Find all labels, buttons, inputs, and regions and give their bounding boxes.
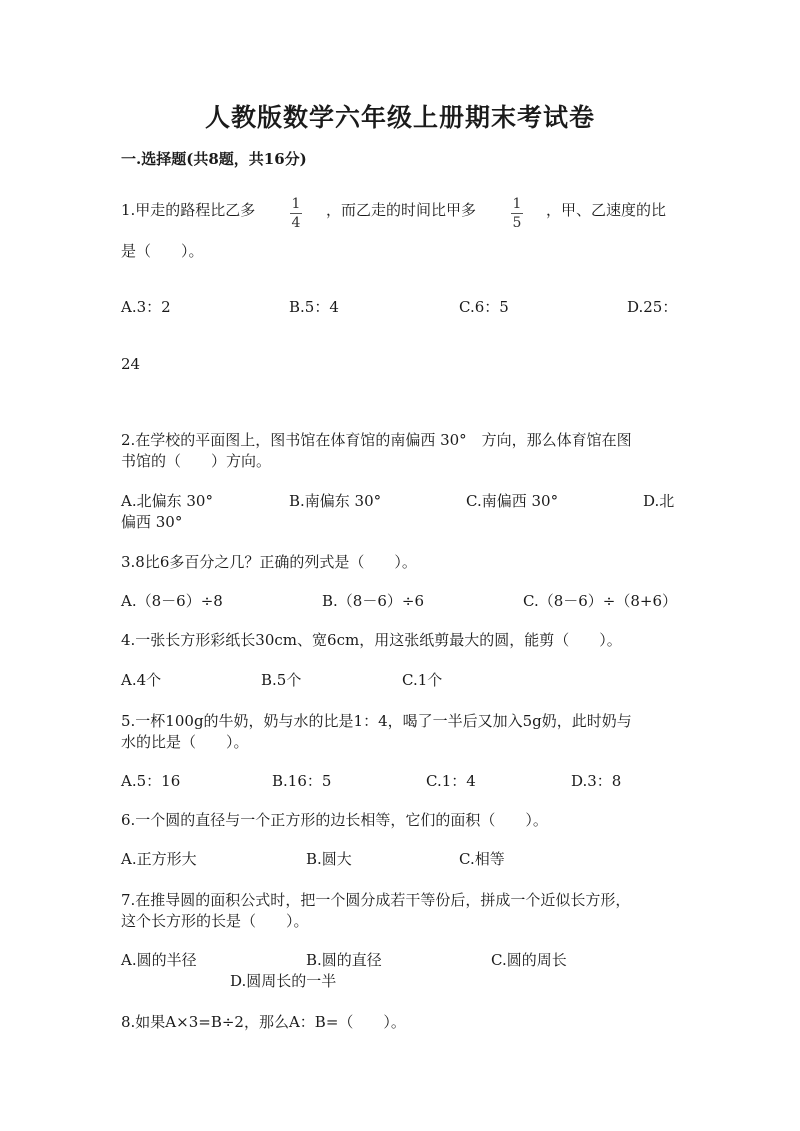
option-d: D.圆周长的一半 [230, 972, 337, 990]
option-b: B.圆的直径 [306, 951, 382, 969]
option-c: C.（8－6）÷（8+6） [523, 592, 678, 610]
option-a: A.4个 [121, 671, 162, 689]
fraction-one-quarter [290, 196, 302, 231]
fraction-numerator: 1 [291, 196, 301, 212]
question-text: 5.一杯100g的牛奶，奶与水的比是1：4，喝了一半后又加入5g奶，此时奶与 [121, 712, 632, 730]
option-c: C.相等 [459, 850, 505, 868]
section-heading: 一.选择题(共8题，共16分) [121, 150, 307, 168]
option-b: B.（8－6）÷6 [322, 592, 424, 610]
option-a: A.（8－6）÷8 [121, 592, 223, 610]
option-d-continued: 偏西 30° [121, 513, 183, 531]
option-a: A.5：16 [121, 772, 181, 790]
option-c: C.1个 [402, 671, 443, 689]
option-a: A.圆的半径 [121, 951, 197, 969]
option-b: B.圆大 [306, 850, 352, 868]
option-b: B.南偏东 30° [289, 492, 382, 510]
option-d: D.25： [627, 298, 678, 316]
question-text: 4.一张长方形彩纸长30cm、宽6cm，用这张纸剪最大的圆，能剪（ ）。 [121, 631, 622, 649]
option-b: B.16：5 [272, 772, 332, 790]
option-c: C.1：4 [426, 772, 476, 790]
question-text: ，而乙走的时间比甲多 [326, 201, 477, 219]
fraction-denominator: 5 [512, 215, 522, 231]
option-a: A.3：2 [121, 298, 171, 316]
fraction-bar [511, 213, 523, 214]
question-text: 8.如果A×3=B÷2，那么A：B=（ ）。 [121, 1013, 406, 1031]
question-text: ，甲、乙速度的比 [546, 201, 667, 219]
question-text: 1.甲走的路程比乙多 [121, 201, 256, 219]
question-text: 2.在学校的平面图上，图书馆在体育馆的南偏西 30° 方向，那么体育馆在图 [121, 431, 632, 449]
fraction-numerator: 1 [512, 196, 522, 212]
page-title: 人教版数学六年级上册期末考试卷 [204, 103, 595, 132]
option-c: C.6：5 [459, 298, 509, 316]
option-d: D.北 [643, 492, 675, 510]
option-b: B.5个 [261, 671, 302, 689]
option-c: C.圆的周长 [491, 951, 567, 969]
question-text: 这个长方形的长是（ ）。 [121, 912, 309, 930]
fraction-denominator: 4 [291, 215, 301, 231]
question-text: 7.在推导圆的面积公式时，把一个圆分成若干等份后，拼成一个近似长方形， [121, 891, 631, 909]
option-a: A.北偏东 30° [121, 492, 213, 510]
option-b: B.5：4 [289, 298, 339, 316]
question-text: 是（ ）。 [121, 242, 204, 260]
fraction-bar [290, 213, 302, 214]
fraction-one-fifth [511, 196, 523, 231]
option-d: D.3：8 [571, 772, 622, 790]
option-a: A.正方形大 [121, 850, 197, 868]
option-c: C.南偏西 30° [466, 492, 559, 510]
option-d-continued: 24 [121, 355, 141, 373]
question-text: 书馆的（ ）方向。 [121, 452, 272, 470]
question-text: 水的比是（ ）。 [121, 733, 249, 751]
question-text: 3.8比6多百分之几？正确的列式是（ ）。 [121, 553, 417, 571]
question-text: 6.一个圆的直径与一个正方形的边长相等，它们的面积（ ）。 [121, 811, 548, 829]
